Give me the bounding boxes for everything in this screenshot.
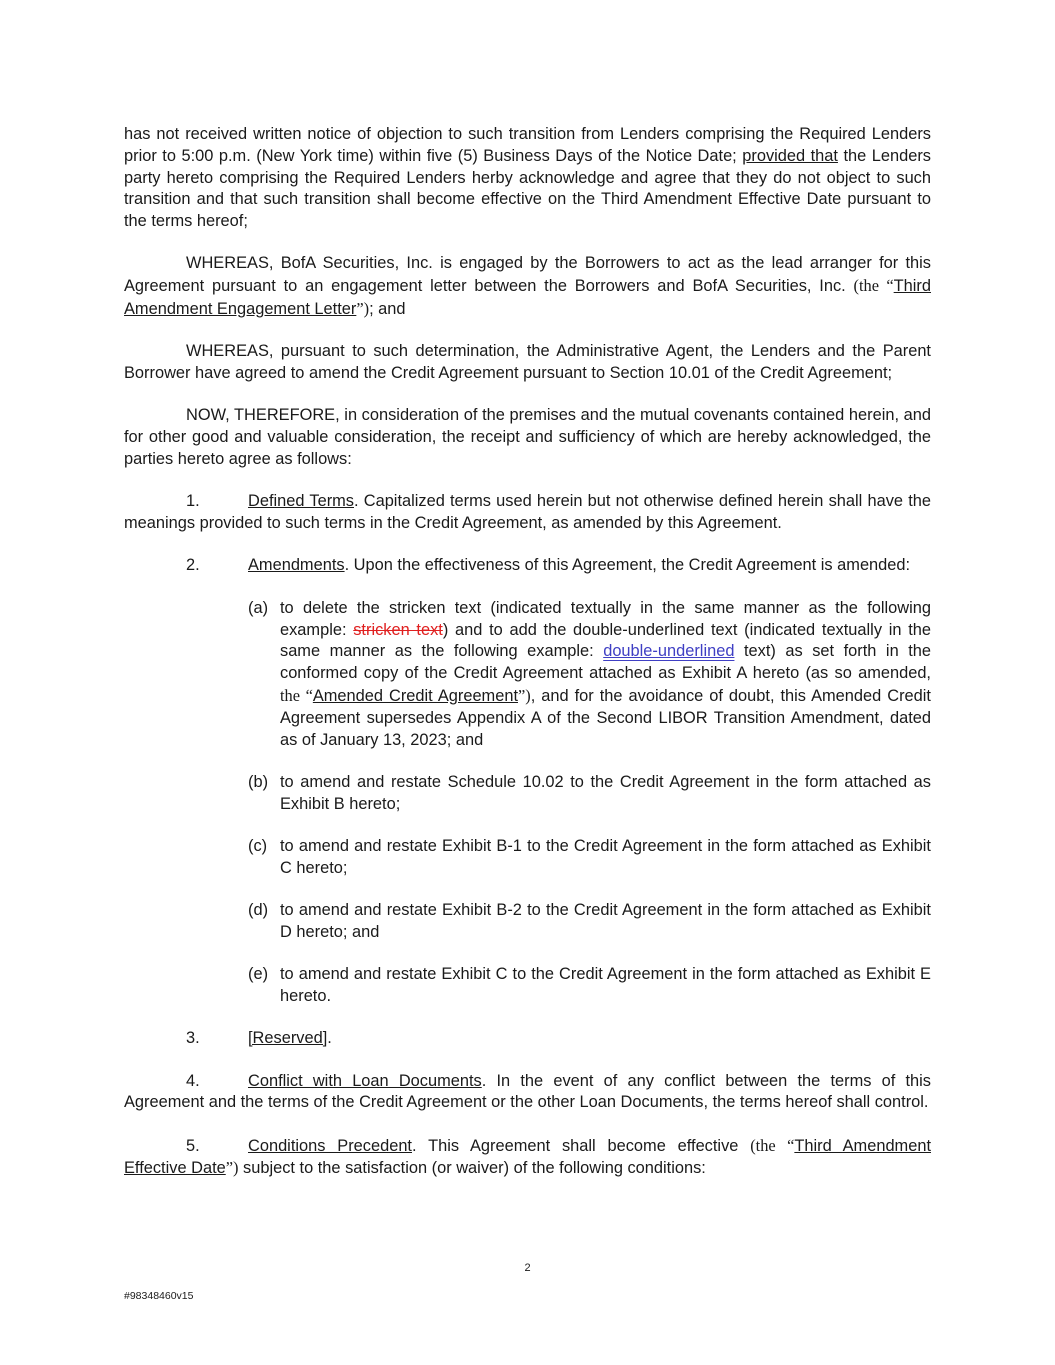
defined-term-engagement-letter: Third Amendment Engagement Letter xyxy=(124,277,931,319)
defined-term-amended-credit-agreement: Amended Credit Agreement xyxy=(312,686,518,705)
section-number: 2. xyxy=(186,556,200,575)
provided-that-term: provided that xyxy=(742,146,838,165)
double-underlined-example: double-underlined xyxy=(603,642,735,661)
paragraph-whereas-bofa xyxy=(124,253,931,320)
item-label: (c) xyxy=(248,836,268,855)
section-heading: [Reserved] xyxy=(248,1029,328,1048)
text: has not received written notice of objection to such transition from Lenders comprising the Required Lenders prior to 5:00 p.m. (New York time) within five (5) Business Days of the Notice Date; xyxy=(124,125,931,165)
item-label: (b) xyxy=(248,772,269,791)
section-number: 4. xyxy=(186,1071,200,1090)
section-5-conditions xyxy=(124,1135,931,1181)
section-heading: Conflict with Loan Documents xyxy=(248,1071,482,1090)
text: to amend and restate Exhibit C to the Credit Agreement in the form attached as Exhibit E hereto. xyxy=(280,965,931,1005)
section-text: . Capitalized terms used herein but not otherwise defined herein shall have the meanings provided to such terms in the Credit Agreement, as amended by this Agreement. xyxy=(124,492,931,533)
page-number: 2 xyxy=(524,1262,531,1274)
text: to amend and restate Exhibit B-2 to the Credit Agreement in the form attached as Exhibit D hereto; and xyxy=(280,901,931,941)
text: to delete the stricken text (indicated textually in the same manner as the following example: xyxy=(280,598,931,639)
section-4-conflict xyxy=(124,1071,931,1115)
section-1-defined-terms xyxy=(124,491,931,535)
quote-close: ”) xyxy=(356,299,370,319)
section-number: 3. xyxy=(186,1029,200,1048)
text: WHEREAS, BofA Securities, Inc. is engaged by the Borrowers to act as the lead arranger for this Agreement pursuant to an engagement letter between the Borrowers and BofA Securities, Inc. xyxy=(124,254,931,296)
defined-term-effective-date: Third Amendment Effective Date xyxy=(124,1136,931,1178)
quote-open: (the “ xyxy=(853,276,894,296)
section-2-amendments xyxy=(124,555,931,577)
amendment-item-e xyxy=(248,964,931,1008)
paragraph-notice-transition xyxy=(124,124,931,233)
amendment-item-d xyxy=(248,900,931,944)
document-id: #98348460v15 xyxy=(124,1290,194,1302)
quote-open: (the “ xyxy=(750,1135,795,1155)
amendment-list xyxy=(248,598,931,1008)
stricken-text-example: stricken text xyxy=(353,620,443,639)
text: the Lenders party hereto comprising the Required Lenders herby acknowledge and agree that they do not object to such transition and that such transition shall become effective on the Third Amendment Effective Date pursuant to the terms hereof; xyxy=(124,146,931,231)
section-heading: Amendments xyxy=(248,556,345,575)
paragraph-whereas-determination: WHEREAS, pursuant to such determination, the Administrative Agent, the Lenders and the Parent Borrower have agreed to amend the Credit Agreement pursuant to Section 10.01 of the Credit Agreement; xyxy=(124,342,931,383)
text: to amend and restate Exhibit B-1 to the Credit Agreement in the form attached as Exhibit C hereto; xyxy=(280,836,931,877)
section-text: . This Agreement shall become effective xyxy=(412,1136,751,1155)
text: ) and to add the double-underlined text (indicated textually in the same manner as the following example: xyxy=(280,620,931,661)
section-text: . xyxy=(327,1029,332,1048)
paragraph-now-therefore: NOW, THEREFORE, in consideration of the premises and the mutual covenants contained herein, and for other good and valuable consideration, the receipt and sufficiency of which are hereby acknowledged, the parties hereto agree as follows: xyxy=(124,406,931,469)
text: to amend and restate Schedule 10.02 to the Credit Agreement in the form attached as Exhibit B hereto; xyxy=(280,772,931,813)
section-text: . In the event of any conflict between the terms of this Agreement and the terms of the Credit Agreement or the other Loan Documents, the terms hereof shall control. xyxy=(124,1071,931,1112)
section-heading: Defined Terms xyxy=(248,492,354,511)
quote-close: ”) xyxy=(225,1158,239,1178)
text: text) as set forth in the conformed copy of the Credit Agreement attached as Exhibit A hereto (as so amended, xyxy=(280,642,931,683)
section-number: 5. xyxy=(186,1136,200,1155)
amendment-item-b xyxy=(248,772,931,816)
quote-open: the “ xyxy=(280,685,313,705)
section-heading: Conditions Precedent xyxy=(248,1136,412,1155)
quote-close: ”) xyxy=(518,685,531,705)
item-label: (e) xyxy=(248,965,269,984)
section-number: 1. xyxy=(186,492,200,511)
text: , and for the avoidance of doubt, this Amended Credit Agreement supersedes Appendix A of the Second LIBOR Transition Amendment, dated as of January 13, 2023; and xyxy=(280,686,931,749)
text: ; and xyxy=(369,300,406,319)
amendment-item-c xyxy=(248,836,931,880)
amendment-item-a xyxy=(248,598,931,752)
section-text: subject to the satisfaction (or waiver) of the following conditions: xyxy=(238,1159,706,1178)
document-page xyxy=(124,124,931,1180)
item-label: (a) xyxy=(248,598,269,617)
item-label: (d) xyxy=(248,901,269,920)
section-text: . Upon the effectiveness of this Agreement, the Credit Agreement is amended: xyxy=(344,556,911,575)
section-3-reserved xyxy=(124,1028,931,1050)
